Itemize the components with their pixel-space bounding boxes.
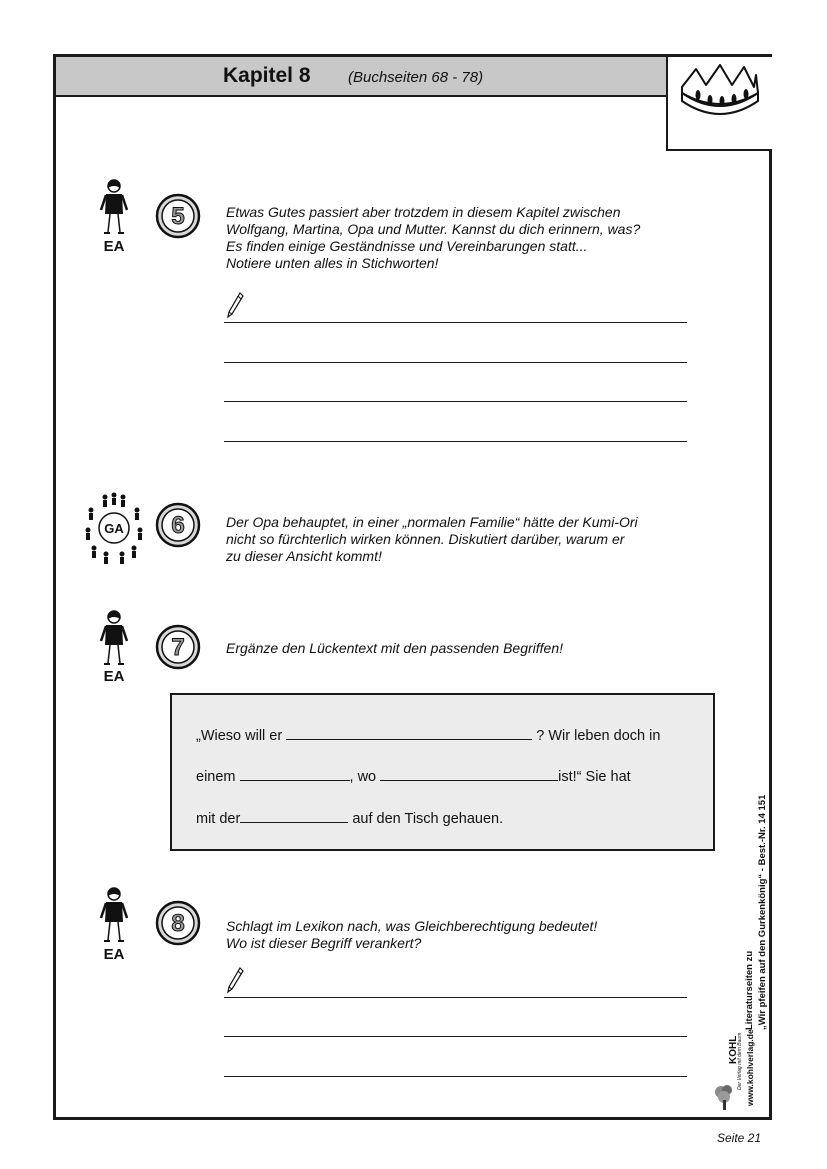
cloze-fragment: ? Wir leben doch in (536, 728, 661, 744)
cloze-fragment: ist!“ Sie hat (558, 769, 631, 785)
task-instruction (226, 514, 706, 565)
chapter-title: Kapitel 8 (223, 64, 311, 87)
group-label-ea: EA (103, 668, 125, 685)
cloze-fragment: auf den Tisch gehauen. (352, 811, 504, 827)
task-number-badge (155, 502, 201, 548)
student-icon (99, 886, 129, 944)
cloze-blank[interactable] (240, 810, 348, 823)
chapter-pages: (Buchseiten 68 - 78) (348, 69, 484, 86)
cloze-fragment: „Wieso will er (196, 728, 283, 744)
group-label-ea: EA (103, 238, 125, 255)
group-label-ea: EA (103, 946, 125, 963)
chapter-header (56, 57, 666, 97)
cloze-fragment: mit der (196, 811, 241, 827)
pencil-icon (226, 967, 244, 995)
cloze-blank[interactable] (240, 768, 350, 781)
cloze-fragment: , wo (349, 769, 377, 785)
instruction-line: Wo ist dieser Begriff verankert? (226, 935, 422, 951)
instruction-line: Notiere unten alles in Stichworten! (226, 255, 439, 271)
task-number-badge (155, 624, 201, 670)
task-number: 8 (171, 910, 185, 937)
page-number: Seite 21 (717, 1131, 762, 1145)
student-icon (99, 609, 129, 667)
answer-line[interactable] (224, 322, 687, 323)
task-number: 7 (171, 634, 185, 661)
instruction-line: Etwas Gutes passiert aber trotzdem in diesem Kapitel zwischen (226, 204, 621, 220)
instruction-line: Es finden einige Geständnisse und Vereinbarungen statt... (226, 238, 588, 254)
cloze-line-3 (196, 810, 503, 827)
student-icon (99, 178, 129, 236)
answer-line[interactable] (224, 1036, 687, 1037)
instruction-line: Der Opa behauptet, in einer „normalen Familie“ hätte der Kumi-Ori (226, 514, 638, 530)
answer-line[interactable] (224, 441, 687, 442)
task-number: 5 (171, 203, 185, 230)
task-instruction (226, 640, 706, 657)
task-number-badge (155, 193, 201, 239)
publisher-tagline: Der Verlag mit dem Baum (737, 1032, 743, 1090)
task-number: 6 (171, 512, 185, 539)
group-work-icon (84, 492, 144, 564)
publisher-website: www.kohlverlag.de (745, 1029, 755, 1106)
group-work-label: GA (104, 521, 124, 536)
answer-line[interactable] (224, 997, 687, 998)
cloze-line-1 (196, 727, 660, 744)
crown-icon (668, 57, 770, 147)
instruction-line: Wolfgang, Martina, Opa und Mutter. Kannst du dich erinnern, was? (226, 221, 641, 237)
cloze-blank[interactable] (286, 727, 532, 740)
cloze-blank[interactable] (380, 768, 558, 781)
task-instruction (226, 204, 706, 272)
answer-line[interactable] (224, 401, 687, 402)
cloze-line-2 (196, 768, 631, 785)
task-instruction (226, 918, 706, 952)
pencil-icon (226, 292, 244, 320)
instruction-line: Ergänze den Lückentext mit den passenden Begriffen! (226, 640, 563, 656)
book-title-line-1: Literaturseiten zu (744, 950, 755, 1030)
cloze-fragment: einem (196, 769, 236, 785)
instruction-line: zu dieser Ansicht kommt! (226, 548, 382, 564)
crown-box (666, 57, 772, 151)
publisher-name: KOHL (728, 1035, 739, 1064)
publisher-tree-logo (713, 1082, 735, 1112)
book-title-line-2: „Wir pfeifen auf den Gurkenkönig“ - Best.-Nr. 14 151 (757, 794, 768, 1030)
task-number-badge (155, 900, 201, 946)
instruction-line: nicht so fürchterlich wirken können. Diskutiert darüber, warum er (226, 531, 625, 547)
answer-line[interactable] (224, 1076, 687, 1077)
answer-line[interactable] (224, 362, 687, 363)
cloze-text-box (170, 693, 715, 851)
instruction-line: Schlagt im Lexikon nach, was Gleichberechtigung bedeutet! (226, 918, 598, 934)
